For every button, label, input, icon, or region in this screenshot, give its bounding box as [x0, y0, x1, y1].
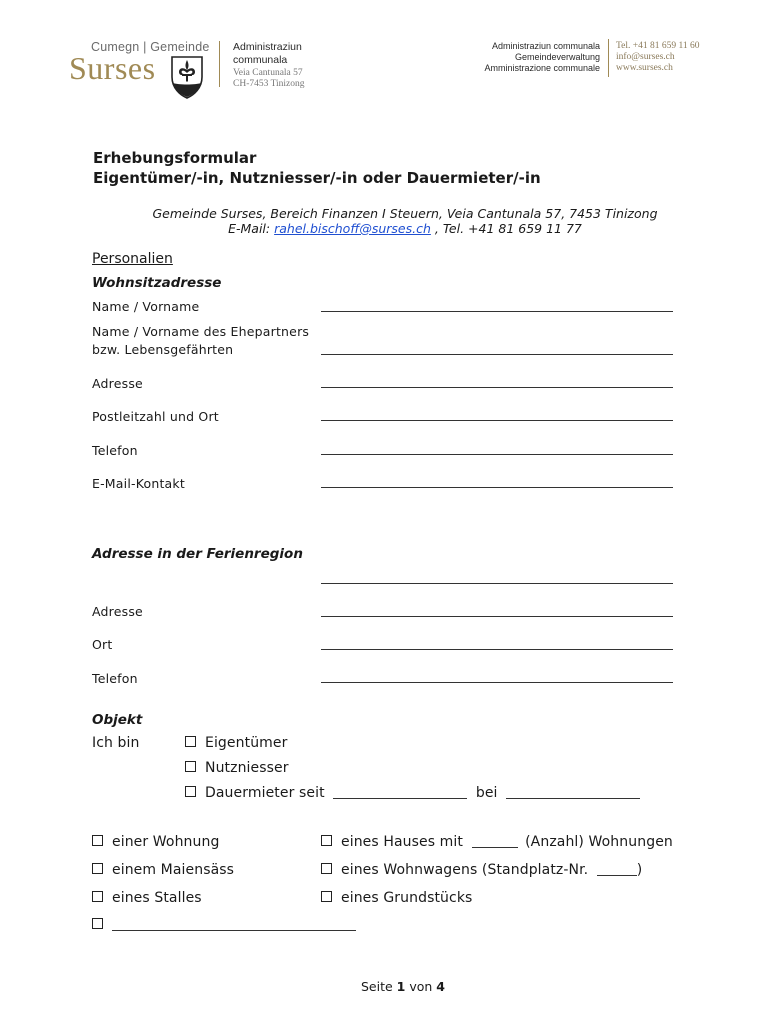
field-tenant-landlord[interactable] [506, 786, 640, 799]
label-partner-1: Name / Vorname des Ehepartners [92, 324, 310, 339]
admin-right [484, 41, 600, 74]
type-haus-suffix: (Anzahl) Wohnungen [525, 834, 673, 850]
type-haus[interactable] [321, 834, 673, 850]
type-stall-label: eines Stalles [112, 890, 202, 906]
checkbox-wohnung[interactable] [92, 835, 103, 846]
field-other[interactable] [112, 918, 356, 931]
checkbox-maiensaess[interactable] [92, 863, 103, 874]
field-ferien-extra[interactable] [321, 583, 673, 584]
admin-right-line-1: Administraziun communala [491, 41, 600, 51]
option-tenant-bei: bei [475, 785, 498, 801]
page-middle: von [405, 979, 437, 994]
phone-suffix: , Tel. +41 81 659 11 77 [430, 221, 582, 236]
info-line-2 [80, 221, 730, 236]
type-wohnung-label: einer Wohnung [112, 834, 220, 850]
contact-web[interactable]: www.surses.ch [616, 63, 673, 73]
admin-left-line-1: Administraziun [233, 41, 302, 53]
field-ferien-address[interactable] [321, 616, 673, 617]
coat-of-arms-icon [170, 55, 204, 99]
admin-left-line-2: communala [233, 54, 288, 66]
type-wohnwagen[interactable] [321, 862, 642, 878]
header-divider-right [608, 39, 609, 77]
label-email: E-Mail-Kontakt [92, 476, 185, 491]
municipality-name: Surses [69, 50, 156, 86]
type-grundstueck[interactable] [321, 890, 472, 906]
type-maiensaess[interactable] [92, 862, 234, 878]
checkbox-grundstueck[interactable] [321, 891, 332, 902]
type-stall[interactable] [92, 890, 202, 906]
label-plz-ort: Postleitzahl und Ort [92, 409, 219, 424]
admin-address [233, 68, 305, 90]
checkbox-stall[interactable] [92, 891, 103, 902]
type-wohnwagen-label: eines Wohnwagens (Standplatz-Nr. [341, 862, 589, 878]
checkbox-other[interactable] [92, 918, 103, 929]
title-line-2: Eigentümer/-in, Nutzniesser/-in oder Dauermieter/-in [93, 169, 541, 187]
contact-block [616, 41, 700, 74]
page-number [0, 979, 770, 994]
type-haus-label: eines Hauses mit [341, 834, 463, 850]
label-ferien-ort: Ort [92, 637, 113, 652]
admin-right-line-2: Gemeindeverwaltung [514, 52, 600, 62]
label-name: Name / Vorname [92, 299, 200, 314]
field-ferien-phone[interactable] [321, 682, 673, 683]
checkbox-haus[interactable] [321, 835, 332, 846]
checkbox-tenant[interactable] [185, 786, 196, 797]
field-address[interactable] [321, 387, 673, 388]
checkbox-wohnwagen[interactable] [321, 863, 332, 874]
option-usufructuary-label: Nutzniesser [205, 760, 289, 776]
address-line-2: CH-7453 Tinizong [233, 79, 305, 89]
checkbox-usufructuary[interactable] [185, 761, 196, 772]
label-ich-bin: Ich bin [92, 735, 140, 751]
contact-phone: Tel. +41 81 659 11 60 [616, 41, 700, 51]
document-title [93, 148, 541, 188]
section-objekt: Objekt [92, 712, 143, 728]
admin-right-line-3: Amministrazione communale [484, 63, 600, 73]
type-wohnung[interactable] [92, 834, 219, 850]
contact-email[interactable]: info@surses.ch [616, 52, 675, 62]
field-name[interactable] [321, 311, 673, 312]
header-divider-left [219, 41, 220, 87]
option-usufructuary[interactable] [185, 760, 289, 776]
label-ferien-phone: Telefon [92, 671, 138, 686]
field-plz-ort[interactable] [321, 420, 673, 421]
option-owner[interactable] [185, 735, 287, 751]
admin-left [233, 41, 302, 67]
title-line-1: Erhebungsformular [93, 149, 257, 167]
section-ferienregion: Adresse in der Ferienregion [92, 546, 303, 562]
type-maiensaess-label: einem Maiensäss [112, 862, 235, 878]
option-owner-label: Eigentümer [205, 735, 288, 751]
field-tenant-since[interactable] [333, 786, 467, 799]
label-phone: Telefon [92, 443, 138, 458]
field-email[interactable] [321, 487, 673, 488]
field-haus-count[interactable] [472, 835, 518, 848]
type-wohnwagen-suffix: ) [636, 862, 643, 878]
checkbox-owner[interactable] [185, 736, 196, 747]
field-phone[interactable] [321, 454, 673, 455]
section-personalien: Personalien [92, 251, 173, 267]
contact-email-link[interactable]: rahel.bischoff@surses.ch [274, 221, 431, 236]
info-line-1: Gemeinde Surses, Bereich Finanzen I Steuern, Veia Cantunala 57, 7453 Tinizong [152, 206, 658, 221]
field-ferien-ort[interactable] [321, 649, 673, 650]
page-current: 1 [396, 979, 406, 994]
field-standplatz-nr[interactable] [597, 863, 637, 876]
section-wohnsitzadresse: Wohnsitzadresse [92, 275, 222, 291]
address-line-1: Veia Cantunala 57 [233, 68, 303, 78]
page-total: 4 [436, 979, 445, 994]
label-ferien-address: Adresse [92, 604, 143, 619]
field-partner[interactable] [321, 354, 673, 355]
option-tenant-label: Dauermieter seit [205, 785, 325, 801]
page-prefix: Seite [361, 979, 397, 994]
label-address: Adresse [92, 376, 143, 391]
type-other[interactable] [92, 917, 356, 933]
option-tenant[interactable] [185, 785, 640, 801]
type-grundstueck-label: eines Grundstücks [341, 890, 473, 906]
label-partner-2: bzw. Lebensgefährten [92, 342, 234, 357]
email-prefix: E-Mail: [228, 221, 275, 236]
municipality-top: Cumegn | Gemeinde [91, 40, 210, 54]
